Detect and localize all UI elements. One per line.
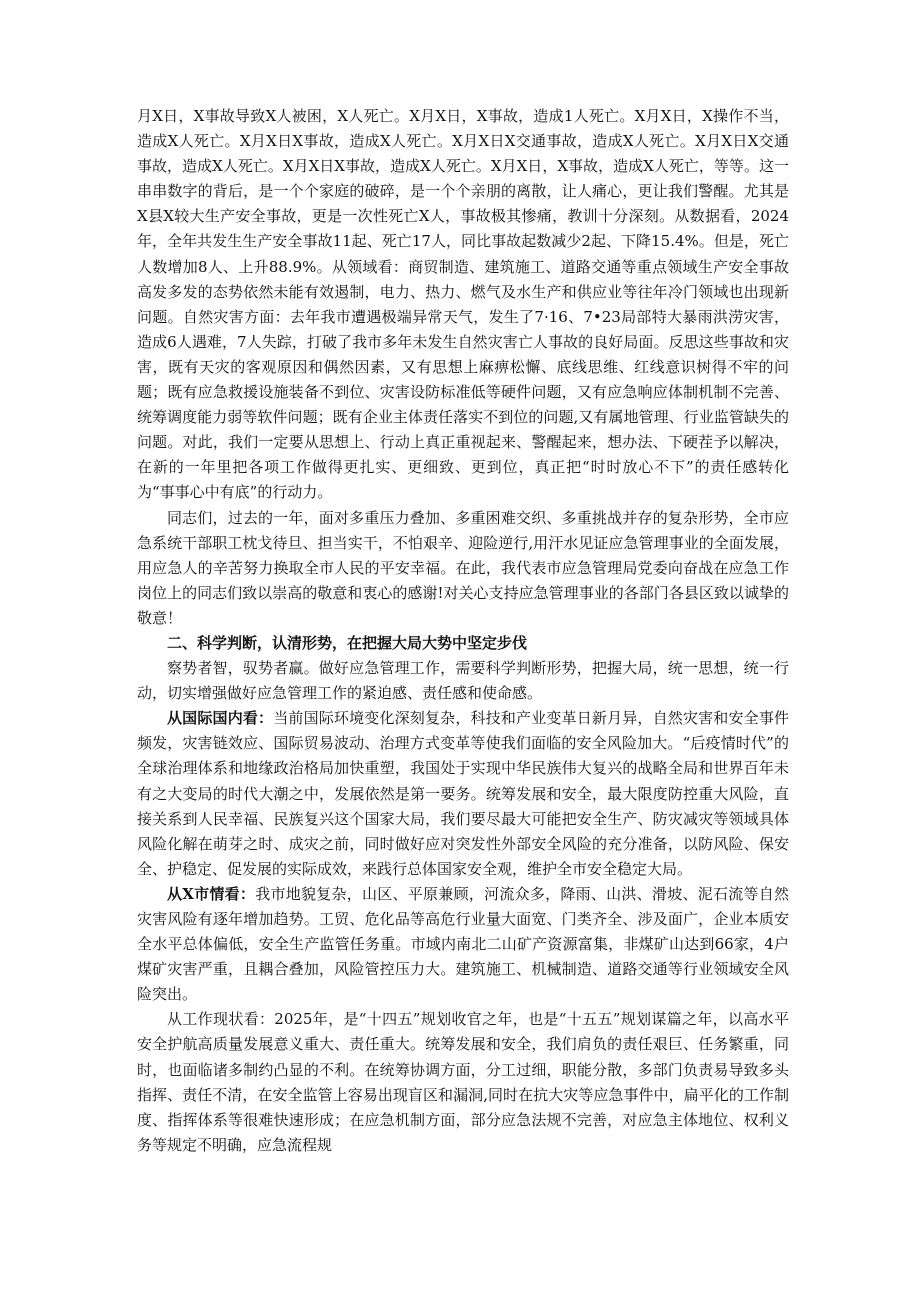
paragraph-work-status: 从工作现状看：2025年，是“十四五”规划收官之年，也是“十五五”规划谋篇之年，以高水平安全护航高质量发展意义重大、责任重大。统筹发展和安全，我们肩负的责任艰巨、任务繁重，同时，也面临诸多制约凸显的不利。在统筹协调方面，分工过细，职能分散，多部门负责易导致多头指挥、责任不清，在安全监管上容易出现盲区和漏洞,同时在抗大灾等应急事件中，扁平化的工作制度、指挥体系等很难快速形成；在应急机制方面，部分应急法规不完善，对应急主体地位、权利义务等规定不明确，应急流程规 — [137, 1010, 789, 1154]
paragraph-acknowledgement: 同志们，过去的一年，面对多重压力叠加、多重困难交织、多重挑战并存的复杂形势，全市应急系统干部职工枕戈待旦、担当实干，不怕艰辛、迎险逆行,用汗水见证应急管理事业的全面发展，用应急人的辛苦努力换取全市人民的平安幸福。在此，我代表市应急管理局党委向奋战在应急工作岗位上的同志们致以崇高的敬意和衷心的感谢!对关心支持应急管理事业的各部门各县区致以诚挚的敬意！ — [137, 508, 789, 627]
document-page — [137, 104, 789, 1158]
paragraph-international-domestic — [137, 706, 789, 882]
lead-city-situation: 从X市情看： — [167, 884, 256, 903]
paragraph-situation-intro: 察势者智，驭势者赢。做好应急管理工作，需要科学判断形势，把握大局，统一思想，统一行动，切实增强做好应急管理工作的紧迫感、责任感和使命感。 — [137, 659, 789, 703]
body-city-situation: 我市地貌复杂，山区、平原兼顾，河流众多，降雨、山洪、滑坡、泥石流等自然灾害风险有逐年增加趋势。工贸、危化品等高危行业量大面宽、门类齐全、涉及面广，企业本质安全水平总体偏低，安全生产监管任务重。市域内南北二山矿产资源富集，非煤矿山达到66家，4户煤矿灾害严重，且耦合叠加，风险管控压力大。建筑施工、机械制造、道路交通等行业领域安全风险突出。 — [137, 884, 789, 1004]
paragraph-accident-review: 月X日，X事故导致X人被困，X人死亡。X月X日，X事故，造成1人死亡。X月X日，X操作不当，造成X人死亡。X月X日X事故，造成X人死亡。X月X日X交通事故，造成X人死亡。X月X日X交通事故，造成X人死亡。X月X日X事故，造成X人死亡。X月X日，X事故，造成X人死亡，等等。这一串串数字的背后，是一个个家庭的破碎，是一个个亲朋的离散，让人痛心，更让我们警醒。尤其是X县X较大生产安全事故，更是一次性死亡X人，事故极其惨痛，教训十分深刻。从数据看，2024年，全年共发生生产安全事故11起、死亡17人，同比事故起数减少2起、下降15.4%。但是，死亡人数增加8人、上升88.9%。从领域看：商贸制造、建筑施工、道路交通等重点领域生产安全事故高发多发的态势依然未能有效遏制，电力、热力、燃气及水生产和供应业等往年冷门领域也出现新问题。自然灾害方面：去年我市遭遇极端异常天气，发生了7·16、7•23局部特大暴雨洪涝灾害，造成6人遇难，7人失踪，打破了我市多年未发生自然灾害亡人事故的良好局面。反思这些事故和灾害，既有天灾的客观原因和偶然因素，又有思想上麻痹松懈、底线思维、红线意识树得不牢的问题；既有应急救援设施装备不到位、灾害设防标准低等硬件问题，又有应急响应体制机制不完善、统筹调度能力弱等软件问题；既有企业主体责任落实不到位的问题,又有属地管理、行业监管缺失的问题。对此，我们一定要从思想上、行动上真正重视起来、警醒起来，想办法、下硬茬予以解决，在新的一年里把各项工作做得更扎实、更细致、更到位，真正把“时时放心不下”的责任感转化为“事事心中有底”的行动力。 — [137, 107, 789, 502]
paragraph-city-situation — [137, 882, 789, 1007]
section-heading-2: 二、科学判断，认清形势，在把握大局大势中坚定步伐 — [167, 633, 528, 652]
lead-international-domestic: 从国际国内看： — [167, 709, 274, 728]
body-international-domestic: 当前国际环境变化深刻复杂，科技和产业变革日新月异，自然灾害和安全事件频发，灾害链效应、国际贸易波动、治理方式变革等使我们面临的安全风险加大。“后疫情时代”的全球治理体系和地缘政治格局加快重塑，我国处于实现中华民族伟大复兴的战略全局和世界百年未有之大变局的时代大潮之中，发展依然是第一要务。统筹发展和安全，最大限度防控重大风险，直接关系到人民幸福、民族复兴这个国家大局，我们要尽最大可能把安全生产、防灾减灾等领域具体风险化解在萌芽之时、成灾之前，同时做好应对突发性外部安全风险的充分准备，以防风险、保安全、护稳定、促发展的实际成效，来践行总体国家安全观，维护全市安全稳定大局。 — [137, 709, 789, 878]
